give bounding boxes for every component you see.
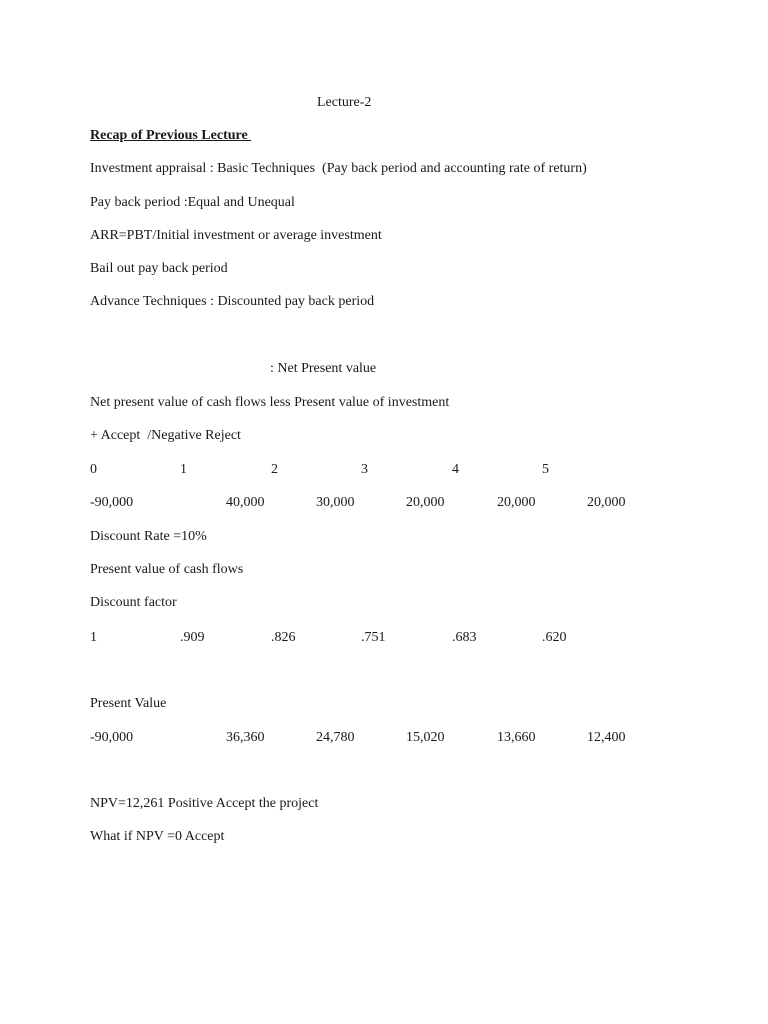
npv-result-line: NPV=12,261 Positive Accept the project xyxy=(90,796,319,811)
npv-definition-line: Net present value of cash flows less Present value of investment xyxy=(90,395,450,410)
year-cell: 0 xyxy=(90,462,97,477)
discount-factor-label: Discount factor xyxy=(90,595,177,610)
advance-techniques-line: Advance Techniques : Discounted pay back period xyxy=(90,294,375,309)
present-value-cell: 13,660 xyxy=(497,730,536,745)
year-cell: 3 xyxy=(361,462,368,477)
recap-heading: Recap of Previous Lecture xyxy=(90,128,252,143)
year-cell: 1 xyxy=(180,462,187,477)
present-value-cell: 12,400 xyxy=(587,730,626,745)
year-cell: 5 xyxy=(542,462,549,477)
years-row xyxy=(0,461,768,479)
discount-factor-cell: .620 xyxy=(542,630,567,645)
lecture-title: Lecture-2 xyxy=(317,95,372,110)
npv-zero-line: What if NPV =0 Accept xyxy=(90,829,225,844)
present-value-cell: 36,360 xyxy=(226,730,265,745)
pv-cash-flows-line: Present value of cash flows xyxy=(90,562,244,577)
present-value-cell: 15,020 xyxy=(406,730,445,745)
cash-flow-cell: 40,000 xyxy=(226,495,265,510)
discount-factors-row xyxy=(0,629,768,647)
investment-appraisal-line: Investment appraisal : Basic Techniques (Pay back period and accounting rate of return) xyxy=(90,161,587,176)
cash-flow-cell: 20,000 xyxy=(587,495,626,510)
discount-factor-cell: 1 xyxy=(90,630,97,645)
discount-rate-line: Discount Rate =10% xyxy=(90,529,207,544)
present-values-row xyxy=(0,729,768,747)
present-value-label: Present Value xyxy=(90,696,167,711)
bailout-line: Bail out pay back period xyxy=(90,261,228,276)
cash-flow-cell: 30,000 xyxy=(316,495,355,510)
cash-flow-cell: 20,000 xyxy=(497,495,536,510)
discount-factor-cell: .909 xyxy=(180,630,205,645)
discount-factor-cell: .683 xyxy=(452,630,477,645)
arr-line: ARR=PBT/Initial investment or average investment xyxy=(90,228,382,243)
accept-reject-line: + Accept /Negative Reject xyxy=(90,428,241,443)
net-present-value-label: : Net Present value xyxy=(270,361,377,376)
present-value-cell: -90,000 xyxy=(90,730,134,745)
payback-period-line: Pay back period :Equal and Unequal xyxy=(90,195,295,210)
discount-factor-cell: .751 xyxy=(361,630,386,645)
present-value-cell: 24,780 xyxy=(316,730,355,745)
year-cell: 4 xyxy=(452,462,459,477)
cash-flows-row xyxy=(0,494,768,512)
cash-flow-cell: 20,000 xyxy=(406,495,445,510)
year-cell: 2 xyxy=(271,462,278,477)
cash-flow-cell: -90,000 xyxy=(90,495,134,510)
discount-factor-cell: .826 xyxy=(271,630,296,645)
